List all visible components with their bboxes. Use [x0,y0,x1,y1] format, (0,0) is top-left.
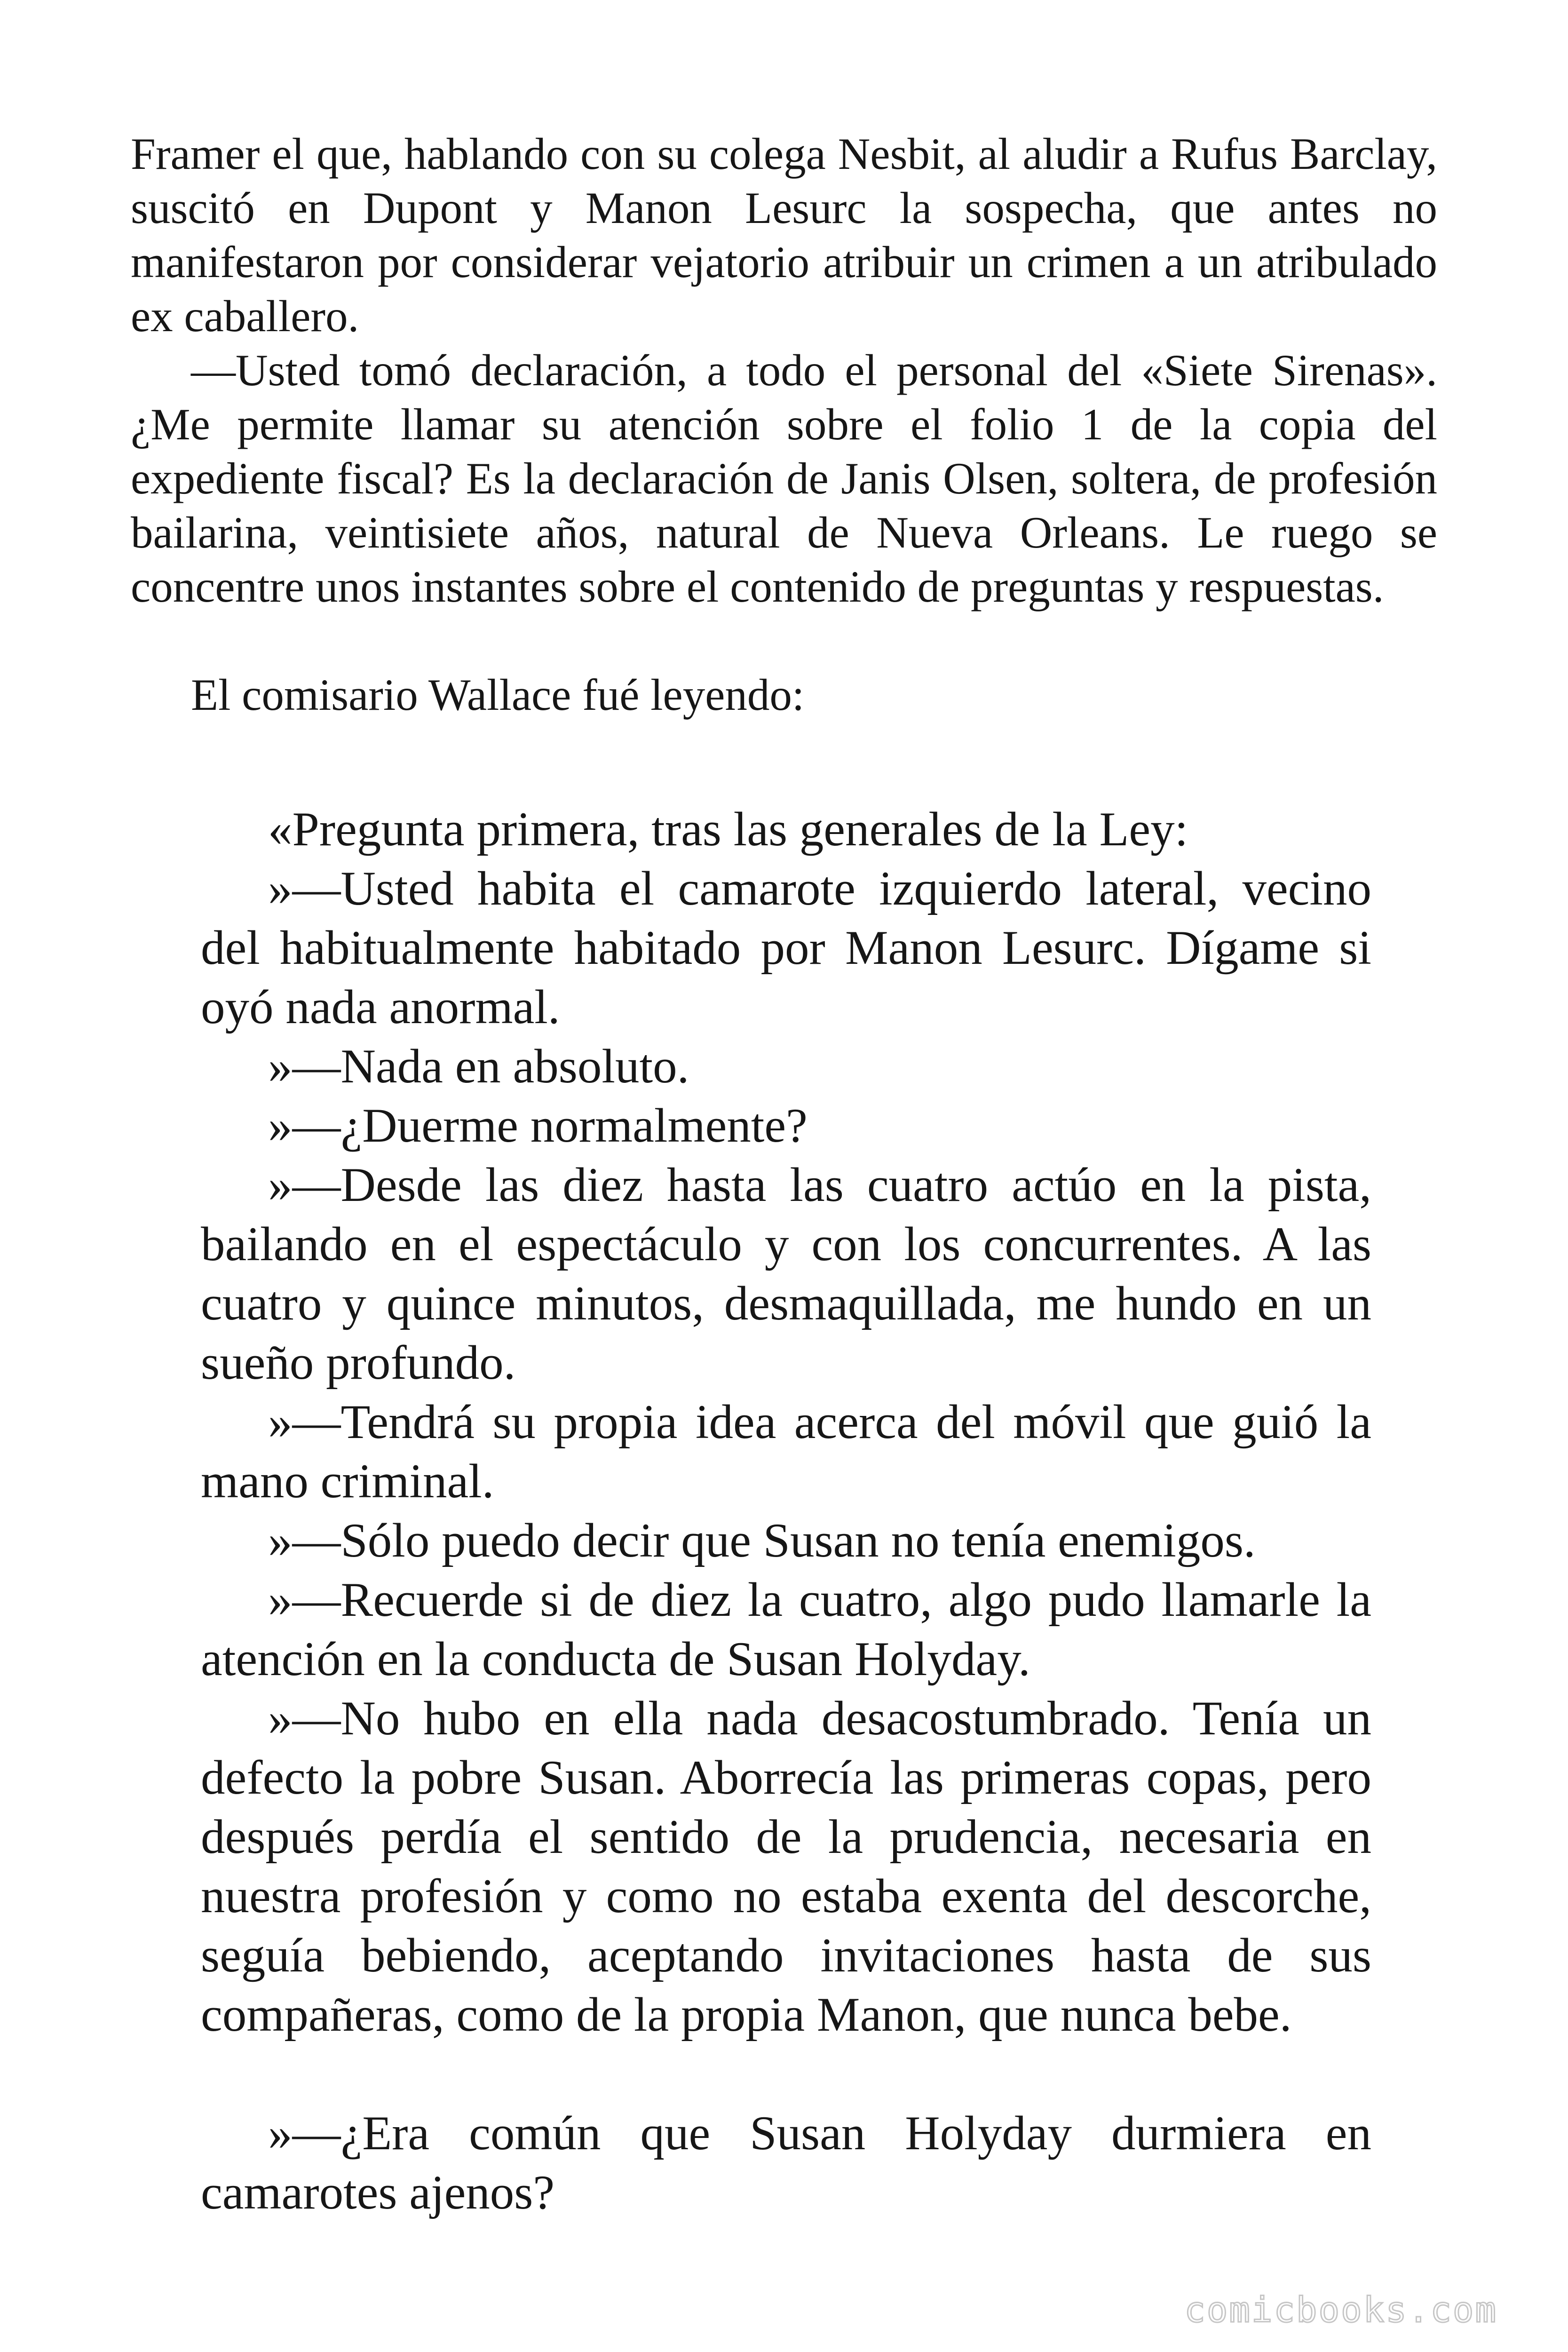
testimony-question-1: »—Usted habita el camarote izquierdo lateral, vecino del habitualmente habitado por Manon Lesurc. Dígame si oyó nada anormal. [201,862,1371,1034]
testimony-answer-4: »—No hubo en ella nada desacostumbrado. Tenía un defecto la pobre Susan. Aborrecía las primeras copas, pero después perdía el sentido de la prudencia, necesaria en nuestra profesión y como no estaba exenta del descorche, seguía bebiendo, aceptando invitaciones hasta de sus compañeras, como de la propia Manon, que nunca bebe. [201,1692,1371,2042]
testimony-answer-2: »—Desde las diez hasta las cuatro actúo en la pista, bailando en el espectáculo y con los concurrentes. A las cuatro y quince minutos, desmaquillada, me hundo en un sueño profundo. [201,1158,1371,1390]
testimony-answer-1: »—Nada en absoluto. [268,1040,689,1093]
narration-paragraph-3: El comisario Wallace fué leyendo: [191,670,805,720]
testimony-question-5: »—¿Era común que Susan Holyday durmiera en camarotes ajenos? [201,2106,1371,2219]
testimony-question-2: »—¿Duerme normalmente? [268,1099,808,1152]
testimony-question-4: »—Recuerde si de diez la cuatro, algo pudo llamarle la atención en la conducta de Susan Holyday. [201,1573,1371,1686]
testimony-intro: «Pregunta primera, tras las generales de la Ley: [268,803,1188,856]
narration-paragraph-2: —Usted tomó declaración, a todo el personal del «Siete Sirenas». ¿Me permite llamar su atención sobre el folio 1 de la copia del expediente fiscal? Es la declaración de Janis Olsen, soltera, de profesión bailarina, veintisiete años, natural de Nueva Orleans. Le ruego se concentre unos instantes sobre el contenido de preguntas y respuestas. [131,345,1437,612]
testimony-question-3: »—Tendrá su propia idea acerca del móvil que guió la mano criminal. [201,1395,1371,1508]
narration-paragraph-1: Framer el que, hablando con su colega Nesbit, al aludir a Rufus Barclay, suscitó en Dupont y Manon Lesurc la sospecha, que antes no manifestaron por considerar vejatorio atribuir un crimen a un atribulado ex caballero. [131,129,1437,341]
testimony-answer-3: »—Sólo puedo decir que Susan no tenía enemigos. [268,1514,1256,1567]
watermark: comicbooks.com [1184,2290,1497,2330]
